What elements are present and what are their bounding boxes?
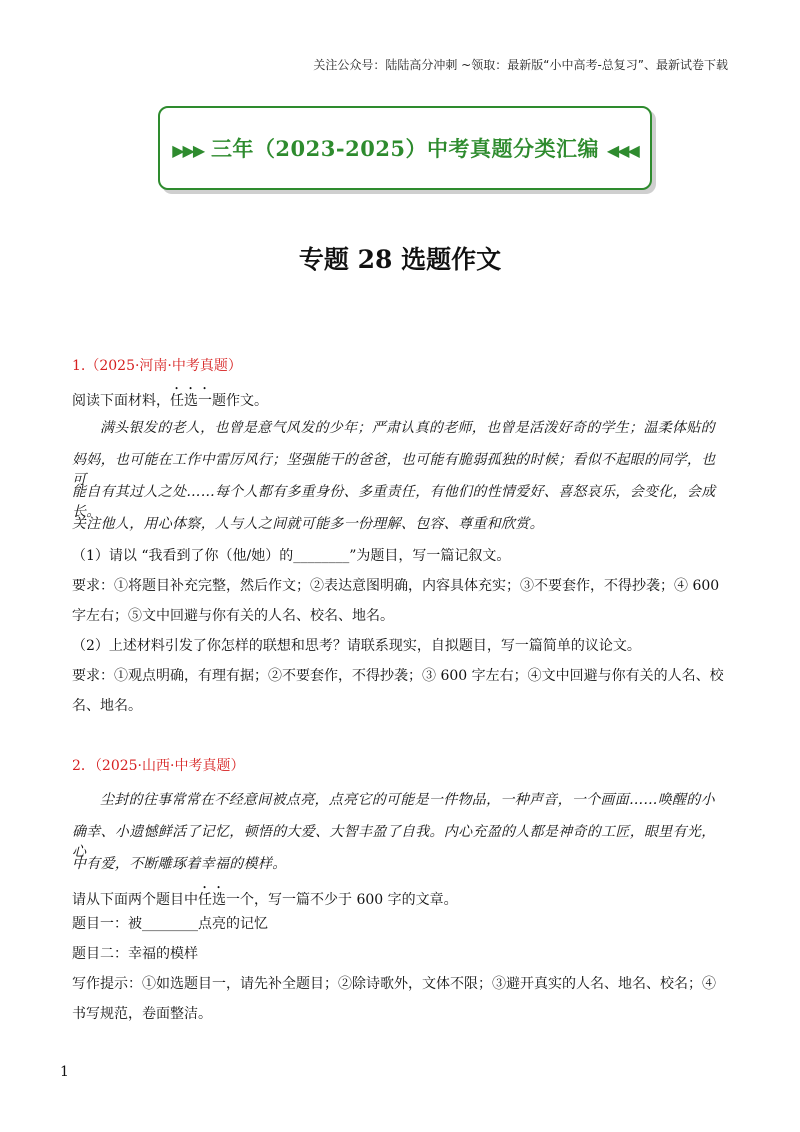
q1-requirement-line: 字左右；⑤文中回避与你有关的人名、校名、地名。 — [72, 608, 394, 624]
emphasis-dotted: 任选 — [198, 892, 226, 908]
q1-material-line: 关注他人，用心体察，人与人之间就可能多一份理解、包容、尊重和欣赏。 — [72, 516, 544, 532]
q2-material-line: 尘封的往事常常在不经意间被点亮，点亮它的可能是一件物品，一种声音，一个画面……唤醒的小 — [100, 792, 715, 808]
q1-requirement-line: 要求：①将题目补充完整，然后作文；②表达意图明确，内容具体充实；③不要套作，不得抄袭；④ 600 — [72, 578, 720, 594]
series-banner — [158, 106, 652, 190]
q1-requirement-line: 名、地名。 — [72, 698, 142, 714]
q2-instruction: 请从下面两个题目中任选一个，写一篇不少于 600 字的文章。 — [72, 892, 458, 908]
banner-text: 三年（2023-2025）中考真题分类汇编 — [210, 136, 600, 161]
q1-requirement-line: 要求：①观点明确，有理有据；②不要套作，不得抄袭；③ 600 字左右；④文中回避与你有关的人名、校 — [72, 668, 724, 684]
q1-material-line: 满头银发的老人，也曾是意气风发的少年；严肃认真的老师，也曾是活泼好奇的学生；温柔体贴的 — [100, 420, 715, 436]
emphasis-dotted: 任选一 — [170, 393, 212, 409]
page-title: 专题 28 选题作文 — [298, 245, 502, 274]
q2-topic-2: 题目二：幸福的模样 — [72, 946, 198, 962]
header-note: 关注公众号：陆陆高分冲刺 ~领取：最新版“小中高考-总复习”、最新试卷下载 — [313, 58, 728, 72]
banner-title — [172, 133, 638, 163]
q2-topic-1: 题目一：被________点亮的记忆 — [72, 916, 268, 932]
q2-material-line: 确幸、小遗憾鲜活了记忆，顿悟的大爱、大智丰盈了自我。内心充盈的人都是神奇的工匠，眼里有光，心 — [72, 824, 716, 860]
q1-material-line: 能自有其过人之处……每个人都有多重身份、多重责任，有他们的性情爱好、喜怒哀乐，会变化，会成长。 — [72, 484, 716, 520]
q1-task-1: （1）请以 “我看到了你（他/她）的________”为题目，写一篇记叙文。 — [72, 548, 511, 564]
q2-hint-line: 书写规范，卷面整洁。 — [72, 1006, 212, 1022]
q2-hint-line: 写作提示：①如选题目一，请先补全题目；②除诗歌外，文体不限；③避开真实的人名、地名、校名；④ — [72, 976, 716, 992]
q2-material-line: 中有爱，不断雕琢着幸福的模样。 — [72, 856, 287, 872]
q1-intro: 阅读下面材料，任选一题作文。 — [72, 393, 268, 409]
right-arrows-icon: ▶▶▶ — [172, 141, 204, 160]
q1-material-line: 妈妈，也可能在工作中雷厉风行；坚强能干的爸爸，也可能有脆弱孤独的时候；看似不起眼的同学，也可 — [72, 452, 716, 488]
q2-label: 2．（2025·山西·中考真题） — [72, 758, 245, 774]
left-arrows-icon: ◀◀◀ — [606, 141, 638, 160]
q1-label: 1.（2025·河南·中考真题） — [72, 358, 242, 374]
page-number: 1 — [60, 1064, 69, 1080]
q1-task-2: （2）上述材料引发了你怎样的联想和思考？请联系现实，自拟题目，写一篇简单的议论文。 — [72, 638, 641, 654]
